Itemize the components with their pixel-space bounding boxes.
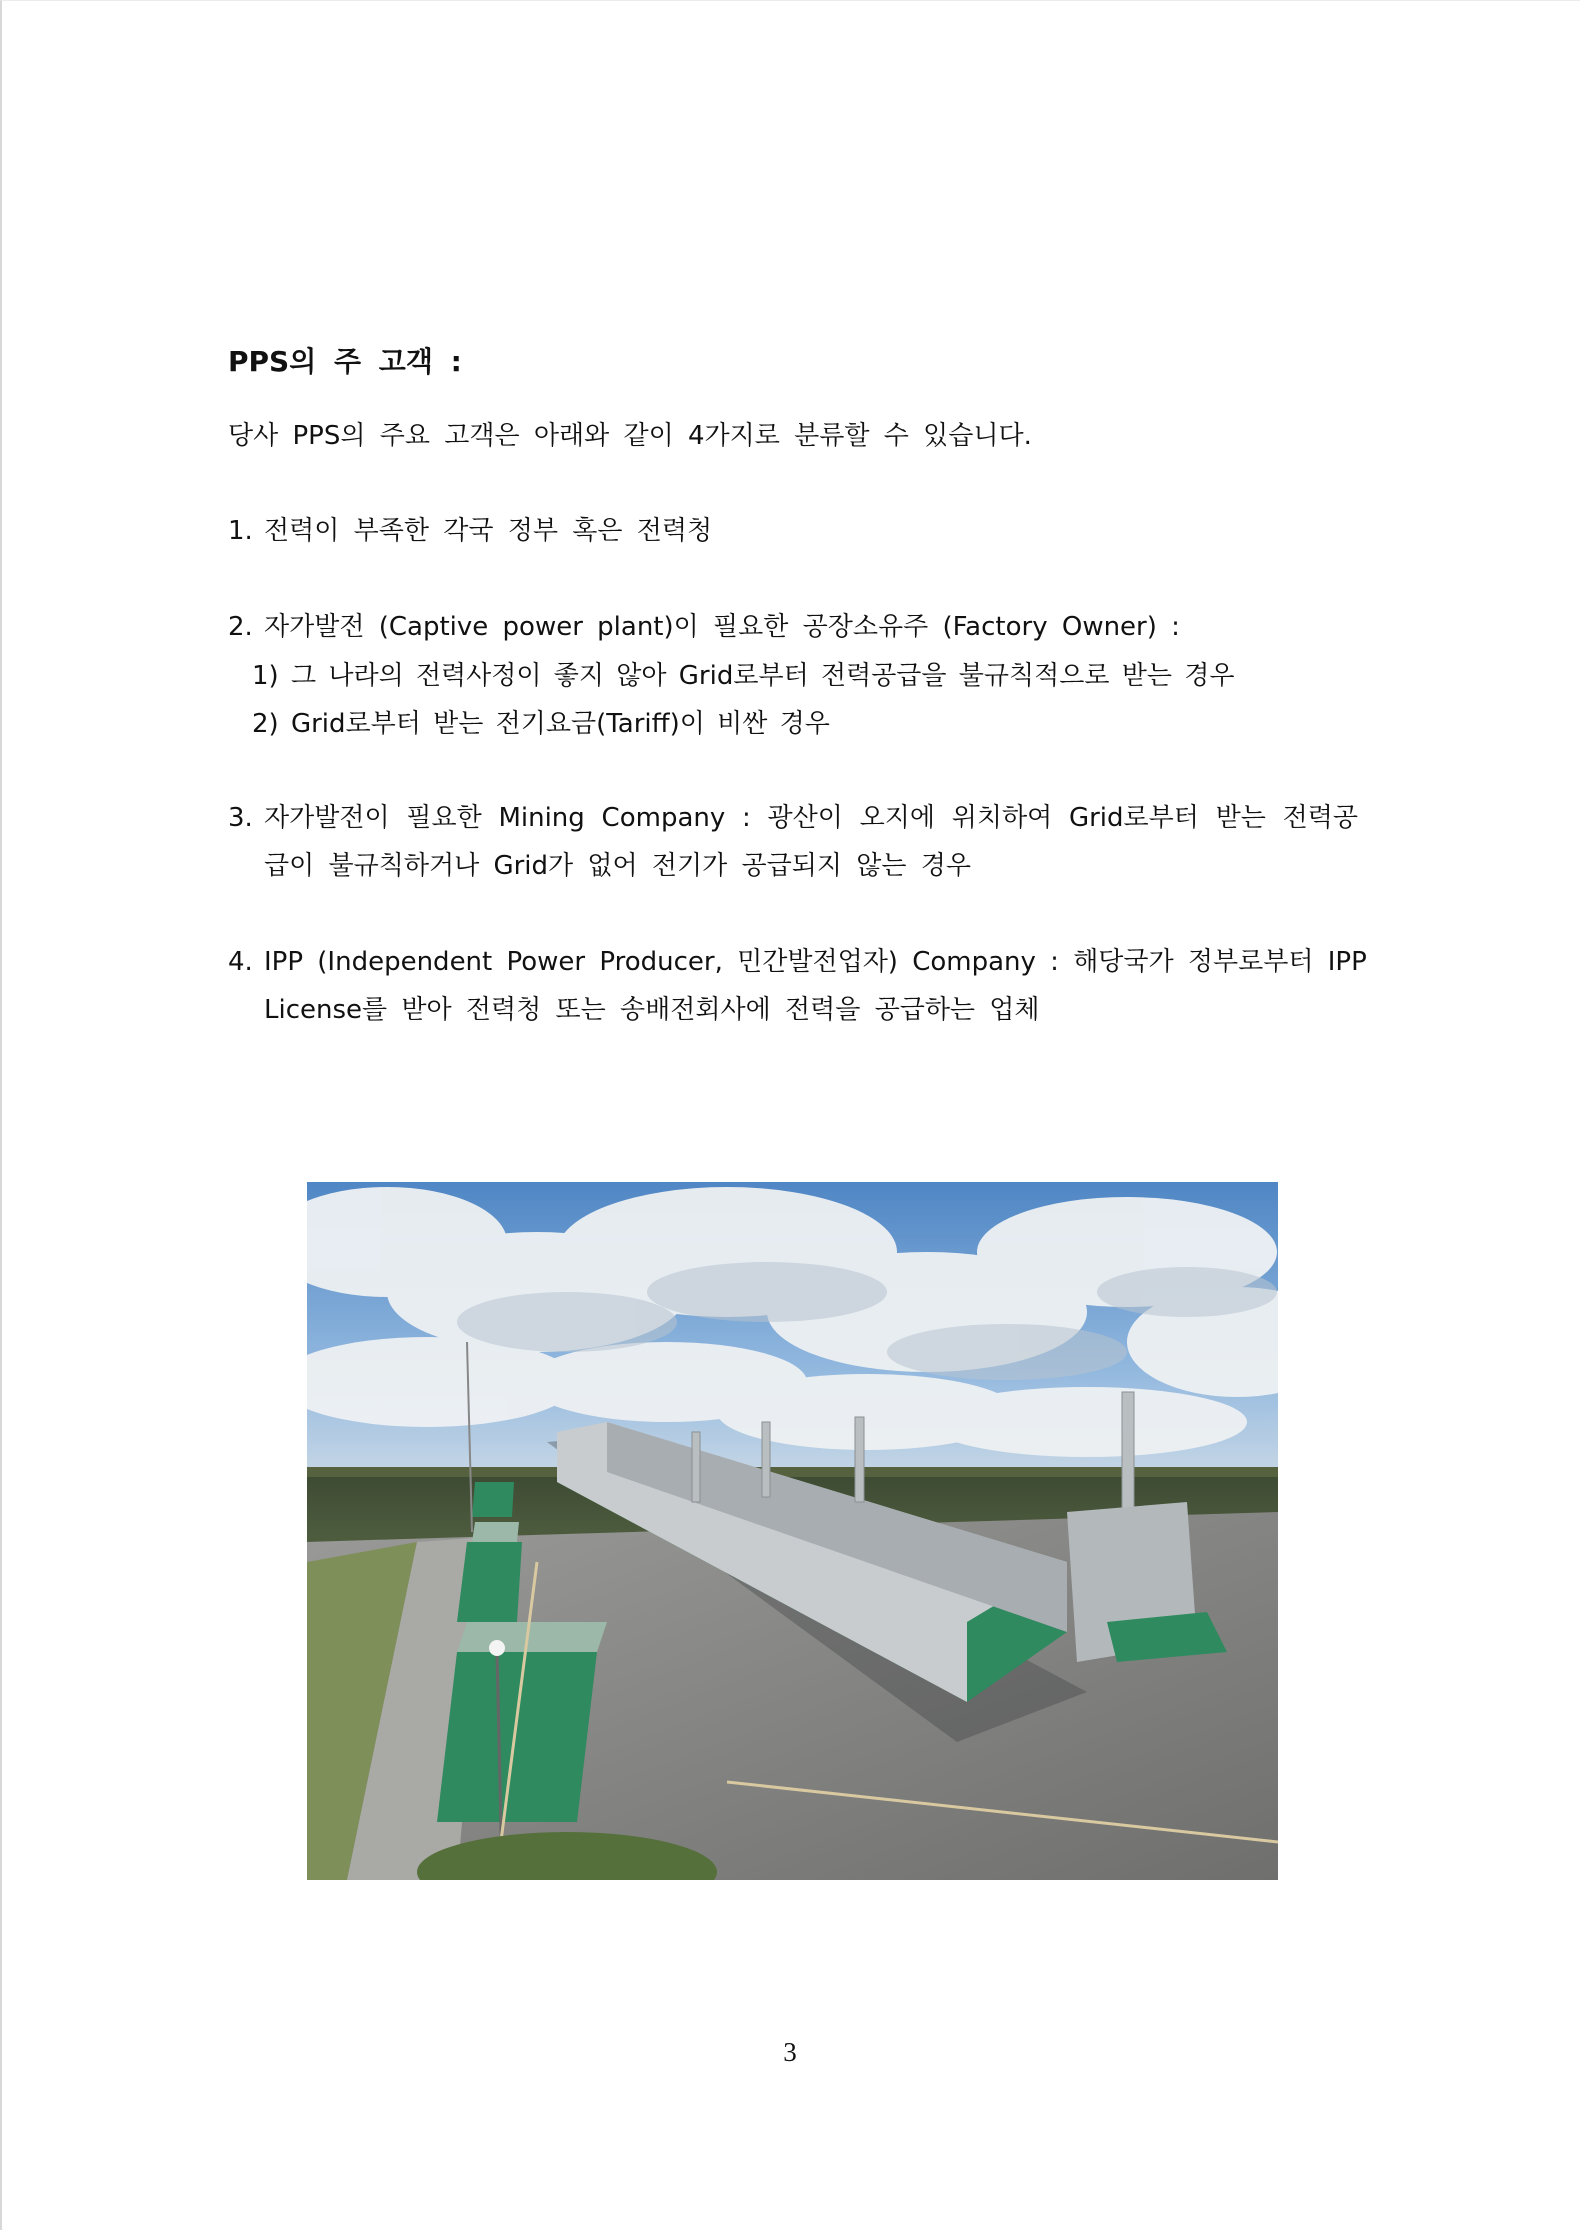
- list-item-text: IPP (Independent Power Producer, 민간발전업자) Company : 해당국가 정부로부터 IPP: [264, 947, 1367, 977]
- list-item: [228, 941, 1367, 978]
- power-plant-photo: [307, 1182, 1278, 1880]
- list-item-continuation: License를 받아 전력청 또는 송배전회사에 전력을 공급하는 업체: [264, 995, 1040, 1025]
- list-item-number: 1.: [228, 516, 253, 546]
- list-item-text: 자가발전이 필요한 Mining Company : 광산이 오지에 위치하여 Grid로부터 받는 전력공: [264, 803, 1358, 833]
- sub-item: 2) Grid로부터 받는 전기요금(Tariff)이 비싼 경우: [252, 709, 830, 739]
- section-heading: PPS의 주 고객 :: [228, 345, 462, 378]
- list-item: [228, 797, 1358, 834]
- list-item: [228, 510, 712, 547]
- list-item: [228, 606, 1180, 643]
- intro-paragraph: 당사 PPS의 주요 고객은 아래와 같이 4가지로 분류할 수 있습니다.: [228, 421, 1032, 451]
- sub-item: 1) 그 나라의 전력사정이 좋지 않아 Grid로부터 전력공급을 불규칙적으로 받는 경우: [252, 661, 1235, 691]
- list-item-text: 전력이 부족한 각국 정부 혹은 전력청: [264, 516, 713, 546]
- list-item-number: 4.: [228, 947, 253, 977]
- list-item-number: 2.: [228, 612, 253, 642]
- list-item-continuation: 급이 불규칙하거나 Grid가 없어 전기가 공급되지 않는 경우: [264, 851, 971, 881]
- list-item-text: 자가발전 (Captive power plant)이 필요한 공장소유주 (Factory Owner) :: [264, 612, 1180, 642]
- page-number: 3: [783, 2037, 797, 2067]
- list-item-number: 3.: [228, 803, 253, 833]
